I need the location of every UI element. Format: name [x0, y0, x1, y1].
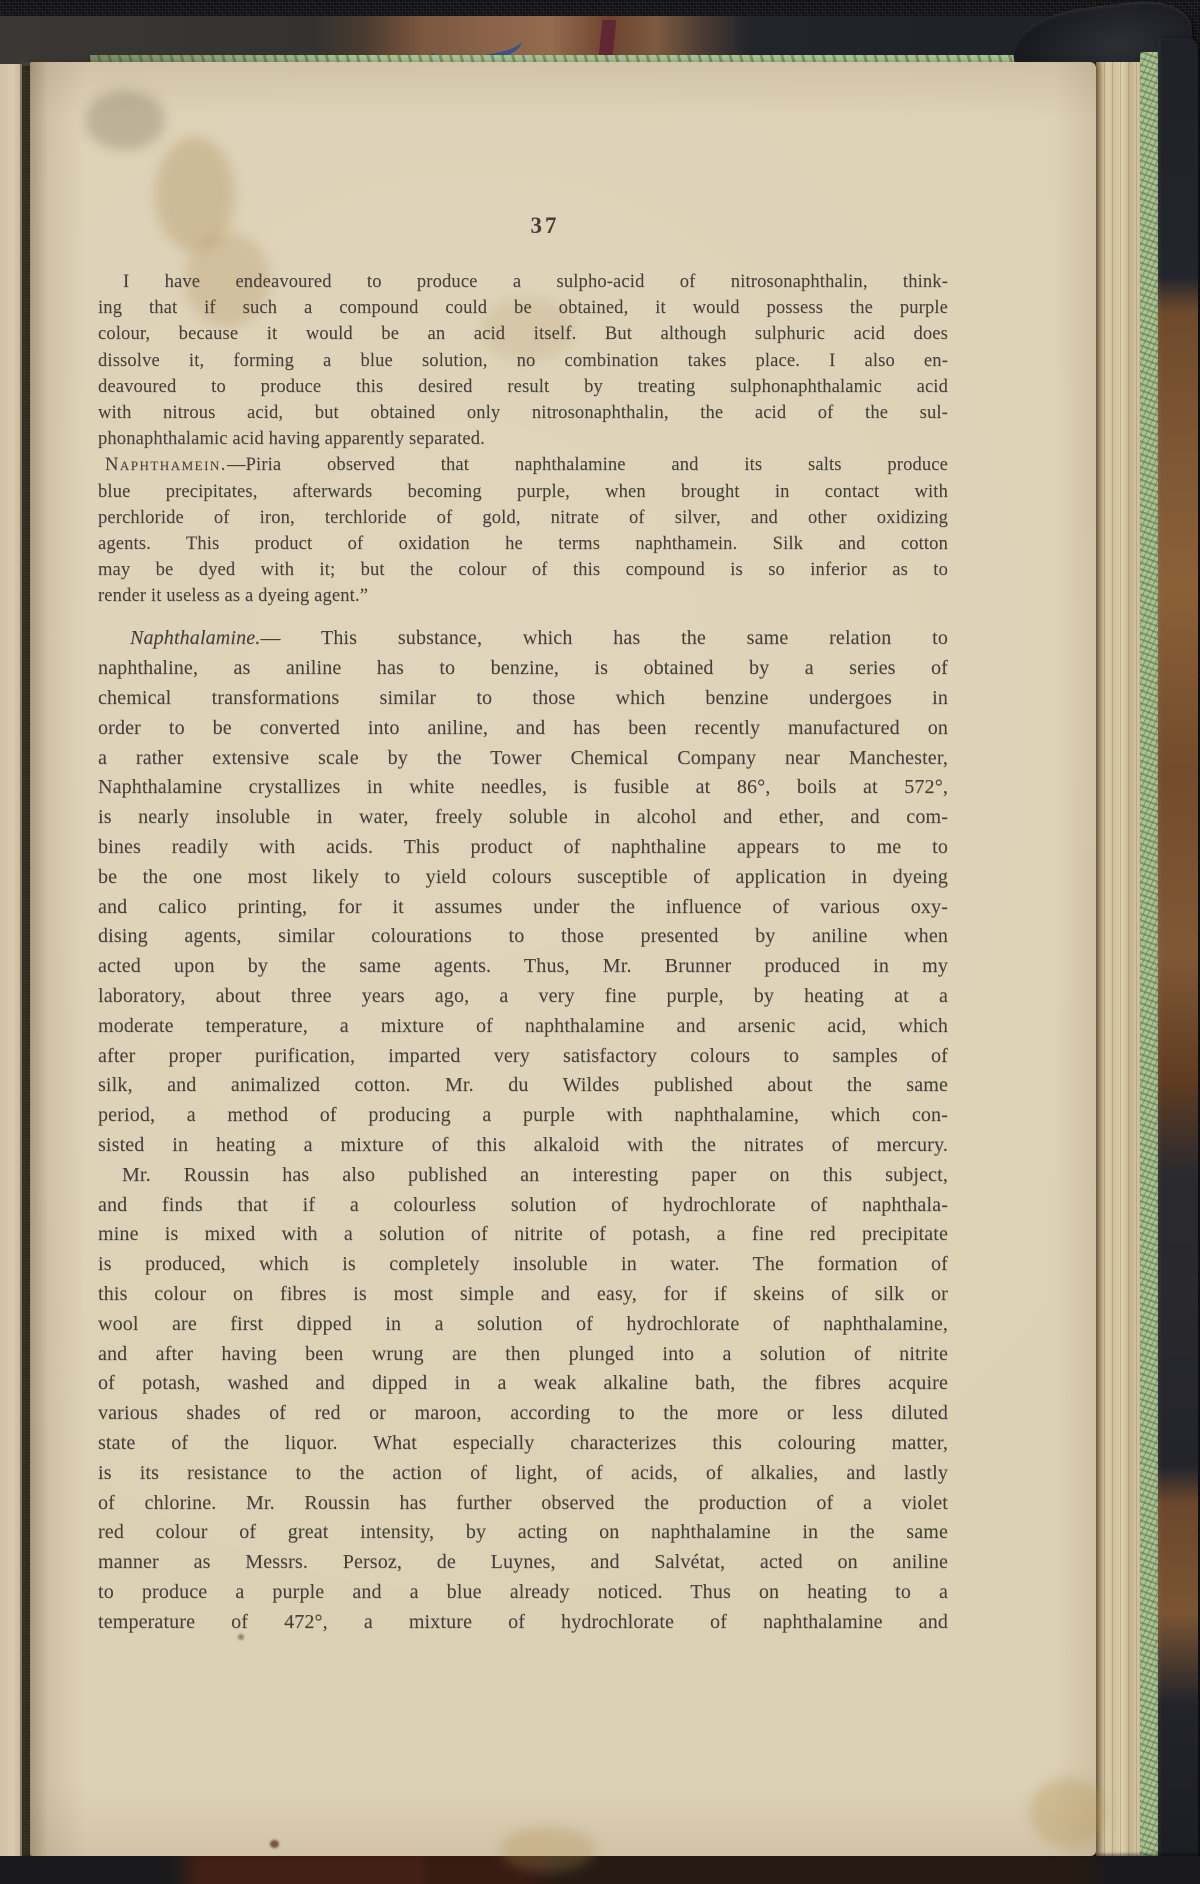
text-line: state of the liquor. What especially characterizes this colouring matter,: [98, 1431, 948, 1454]
text-line: to produce a purple and a blue already noticed. Thus on heating to a: [98, 1580, 948, 1603]
text-line: this colour on fibres is most simple and easy, for if skeins of silk or: [98, 1282, 948, 1305]
text-line: chemical transformations similar to those which benzine undergoes in: [98, 687, 948, 710]
text-line: wool are first dipped in a solution of hydrochlorate of naphthalamine,: [98, 1312, 948, 1335]
text-line: be the one most likely to yield colours susceptible of application in dyeing: [98, 865, 948, 888]
text-line: colour, because it would be an acid itself. But although sulphuric acid does: [98, 324, 948, 345]
paragraph: [98, 452, 948, 609]
text-line: and after having been wrung are then plunged into a solution of nitrite: [98, 1342, 948, 1365]
text-line: temperature of 472°, a mixture of hydrochlorate of naphthalamine and: [98, 1610, 948, 1633]
paper-stain: [1030, 1777, 1105, 1847]
text-line: phonaphthalamic acid having apparently separated.: [98, 429, 485, 450]
text-line: dising agents, similar colourations to those presented by aniline when: [98, 925, 948, 948]
page-number: 37: [530, 213, 560, 238]
text-line: Naphthalamine.— This substance, which has the same relation to: [130, 627, 948, 650]
text-line: various shades of red or maroon, according to the more or less diluted: [98, 1402, 948, 1425]
paragraph: [98, 269, 948, 452]
fore-edge-page-stack: [1096, 62, 1144, 1860]
text-line: laboratory, about three years ago, a very fine purple, by heating at a: [98, 985, 948, 1007]
text-line: blue precipitates, afterwards becoming purple, when brought in contact with: [98, 481, 948, 502]
text-line: after proper purification, imparted very satisfactory colours to samples of: [98, 1044, 948, 1067]
text-line: red colour of great intensity, by acting on naphthalamine in the same: [98, 1521, 948, 1544]
text-line: Naphthamein.—Piria observed that naphthalamine and its salts produce: [105, 455, 948, 476]
text-line: render it useless as a dyeing agent.”: [98, 586, 369, 607]
paper-stain: [85, 90, 165, 150]
text-line: deavoured to produce this desired result by treating sulphonaphthalamic acid: [98, 376, 948, 397]
paragraph-lead-word: Naphthalamine.: [130, 627, 261, 650]
text-line: perchloride of iron, terchloride of gold, nitrate of silver, and other oxidizing: [98, 507, 948, 528]
text-line: of potash, washed and dipped in a weak alkaline bath, the fibres acquire: [98, 1372, 948, 1395]
text-line: of chlorine. Mr. Roussin has further observed the production of a violet: [98, 1491, 948, 1514]
text-line: a rather extensive scale by the Tower Chemical Company near Manchester,: [98, 746, 948, 769]
text-line: naphthaline, as aniline has to benzine, is obtained by a series of: [98, 657, 948, 680]
text-line: is produced, which is completely insoluble in water. The formation of: [98, 1253, 948, 1276]
cover-board-bottom-edge: [0, 1856, 1200, 1884]
text-line: ing that if such a compound could be obtained, it would possess the purple: [98, 298, 948, 319]
text-line: dissolve it, forming a blue solution, no combination takes place. I also en-: [98, 350, 948, 371]
book-page: [30, 62, 1096, 1856]
text-line: is nearly insoluble in water, freely soluble in alcohol and ether, and com-: [98, 806, 948, 829]
text-line: Mr. Roussin has also published an interesting paper on this subject,: [122, 1163, 948, 1186]
text-line: may be dyed with it; but the colour of this compound is so inferior as to: [98, 560, 948, 581]
text-line: mine is mixed with a solution of nitrite of potash, a fine red precipitate: [98, 1223, 948, 1246]
leather-cover-edge: [1158, 38, 1198, 1870]
text-line: acted upon by the same agents. Thus, Mr. Brunner produced in my: [98, 955, 948, 978]
gutter-crease-shadow: [20, 62, 48, 1856]
text-line: agents. This product of oxidation he terms naphthamein. Silk and cotton: [98, 533, 948, 554]
paper-stain: [500, 1827, 595, 1872]
text-line: and finds that if a colourless solution of hydrochlorate of naphthala-: [98, 1193, 948, 1216]
text-line: and calico printing, for it assumes under the influence of various oxy-: [98, 895, 948, 918]
text-line: with nitrous acid, but obtained only nitrosonaphthalin, the acid of the sul-: [98, 402, 948, 423]
facing-page-sliver: [0, 64, 22, 1856]
paragraph: [98, 624, 948, 1160]
text-line: Naphthalamine crystallizes in white needles, is fusible at 86°, boils at 572°,: [98, 776, 948, 799]
paragraph: [98, 1161, 948, 1638]
paragraph-lead-word: Naphthamein.: [105, 455, 227, 476]
text-line: I have endeavoured to produce a sulpho-acid of nitrosonaphthalin, think-: [123, 272, 948, 292]
text-line: period, a method of producing a purple with naphthalamine, which con-: [98, 1104, 948, 1127]
paper-fleck: [270, 1840, 279, 1848]
text-line: bines readily with acids. This product of naphthaline appears to me to: [98, 836, 948, 859]
text-line: manner as Messrs. Persoz, de Luynes, and Salvétat, acted on aniline: [98, 1551, 948, 1574]
text-line: sisted in heating a mixture of this alkaloid with the nitrates of mercury.: [98, 1133, 948, 1156]
text-line: moderate temperature, a mixture of naphthalamine and arsenic acid, which: [98, 1014, 948, 1037]
text-line: is its resistance to the action of light, of acids, of alkalies, and lastly: [98, 1461, 948, 1484]
text-line: silk, and animalized cotton. Mr. du Wildes published about the same: [98, 1074, 948, 1097]
text-line: order to be converted into aniline, and has been recently manufactured on: [98, 716, 948, 739]
text-block: [98, 269, 948, 1638]
